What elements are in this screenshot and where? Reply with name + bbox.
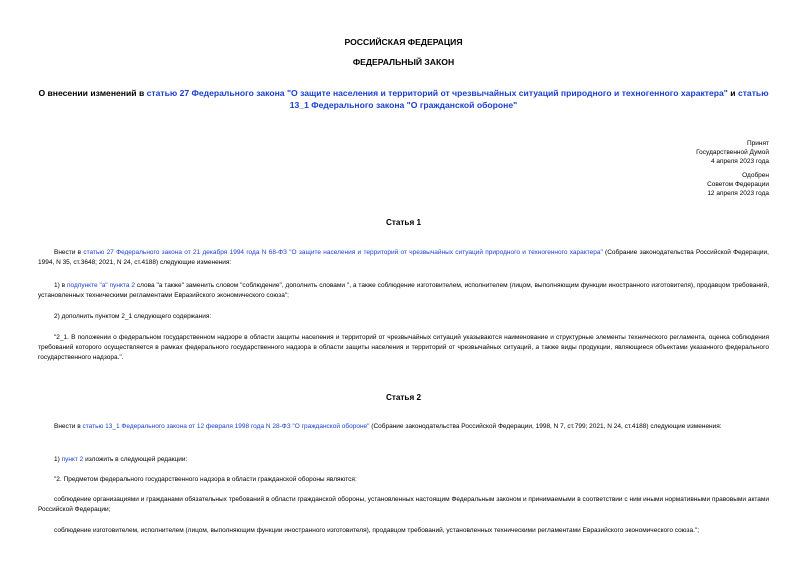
accepted-label: Принят	[746, 140, 769, 147]
article1-heading: Статья 1	[385, 218, 422, 227]
article2-item1	[38, 455, 769, 465]
law-title-link-article13-1[interactable]: статью 13_1 Федерального закона "О гражданской обороне"	[289, 88, 769, 110]
article2-item1-prefix: 1)	[54, 456, 62, 463]
article1-intro-suffix: (Собрание законодательства Российской Федерации, 1994, N 35, ст.3648; 2021, N 24, ст.4188) следующие изменения:	[38, 249, 769, 266]
article1-quote	[38, 333, 769, 362]
article2-quote3-text: соблюдение изготовителем, исполнителем (лицом, выполняющим функции иностранного изготовителя), продавцом требований, установленных техническими регламентами Евразийского экономического союза.";	[54, 527, 700, 534]
article2-quote3	[38, 526, 769, 536]
law-title-conjunction: и	[727, 88, 738, 98]
article1-item2	[38, 312, 769, 322]
article2-intro-link[interactable]: статью 13_1 Федерального закона от 12 февраля 1998 года N 28-ФЗ "О гражданской обороне"	[82, 423, 370, 430]
article2-heading: Статья 2	[385, 393, 422, 402]
law-title-prefix: О внесении изменений в	[38, 88, 147, 98]
article1-item1	[38, 281, 769, 301]
approved-label: Одобрен	[742, 171, 769, 179]
article1-item1-prefix: 1) в	[54, 282, 68, 289]
approved-by: Советом Федерации	[707, 180, 769, 188]
approved-date: 12 апреля 2023 года	[707, 190, 769, 198]
article2-quote2	[38, 495, 769, 515]
law-title	[38, 87, 769, 111]
accepted-by: Государственной Думой	[696, 149, 769, 157]
accepted-date: 4 апреля 2023 года	[710, 158, 769, 166]
article2-quote1	[38, 475, 769, 485]
law-type-heading: ФЕДЕРАЛЬНЫЙ ЗАКОН	[352, 57, 455, 67]
article2-item1-suffix: изложить в следующей редакции:	[83, 456, 188, 463]
acceptance-block	[696, 139, 769, 198]
article2-item1-link[interactable]: пункт 2	[61, 456, 84, 463]
article1-intro-link[interactable]: статью 27 Федерального закона от 21 декабря 1994 года N 68-ФЗ "О защите населения и территорий от чрезвычайных ситуаций природного и техногенного характера"	[83, 249, 603, 256]
article2-quote2-text: соблюдение организациями и гражданами обязательных требований в области гражданской обороны, установленных настоящим Федеральным законом и принимаемыми в соответствии с ним иными нормативными правовыми актами Российской Федерации;	[38, 496, 769, 513]
article1-intro	[38, 248, 769, 268]
country-heading: РОССИЙСКАЯ ФЕДЕРАЦИЯ	[344, 37, 463, 47]
article2-intro-suffix: (Собрание законодательства Российской Федерации, 1998, N 7, ст.799; 2021, N 24, ст.4188) следующие изменения:	[369, 423, 722, 430]
article2-intro-prefix: Внести в	[54, 423, 83, 430]
article1-item2-text: 2) дополнить пунктом 2_1 следующего содержания:	[54, 313, 212, 320]
article1-item1-link[interactable]: подпункте "а" пункта 2	[67, 282, 135, 289]
law-title-link-article27[interactable]: статью 27 Федерального закона "О защите населения и территорий от чрезвычайных ситуаций природного и техногенного характера"	[146, 88, 728, 98]
article2-quote1-text: "2. Предметом федерального государственного надзора в области гражданской обороны являются:	[54, 476, 357, 483]
article1-quote-text: "2_1. В положении о федеральном государственном надзоре в области защиты населения и территорий от чрезвычайных ситуаций указываются наименование и структурные элементы технического регламента, оценка соблюдения требований которого осуществляется в рамках федерального государственного надзора в области защиты населения и территорий от чрезвычайных ситуаций, а также виды продукции, являющиеся объектами указанного федерального государственного надзора.".	[38, 334, 769, 361]
article2-intro	[38, 422, 769, 432]
article1-intro-prefix: Внести в	[54, 249, 84, 256]
article1-item1-suffix: слова "а также" заменить словом "соблюдение", дополнить словами ", а также соблюдение изготовителем, исполнителем (лицом, выполняющим функции иностранного изготовителя), продавцом требований, установленных техническими регламентами Евразийского экономического союза";	[38, 282, 769, 299]
